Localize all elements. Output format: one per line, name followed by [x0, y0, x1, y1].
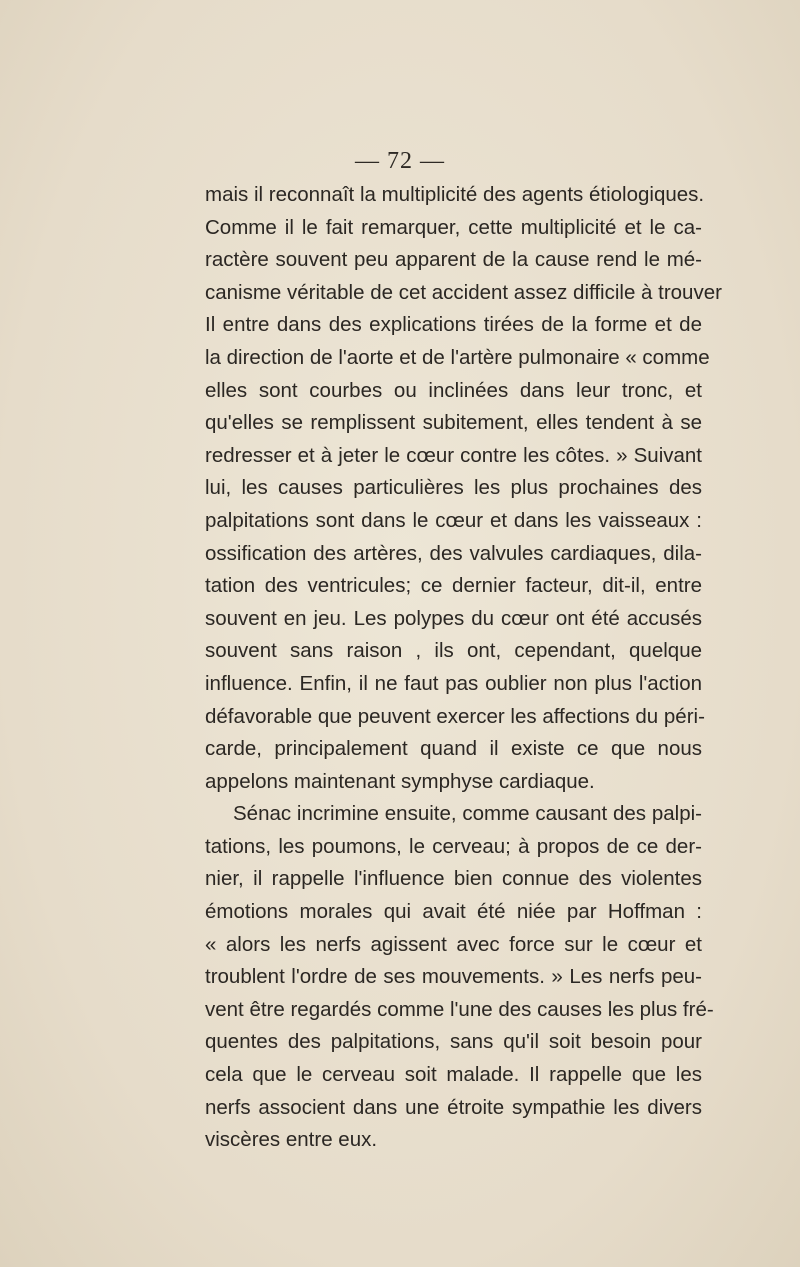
text-line: palpitations sont dans le cœur et dans les vaisseaux : — [205, 508, 702, 532]
text-line: la direction de l'aorte et de l'artère pulmonaire « comme — [205, 345, 710, 369]
paragraph-end-line: viscères entre eux. — [205, 1128, 378, 1152]
text-line: Il entre dans des explications tirées de la forme et de — [205, 313, 702, 337]
text-line: défavorable que peuvent exercer les affections du péri- — [205, 704, 705, 728]
text-line: lui, les causes particulières les plus prochaines des — [205, 476, 702, 500]
text-line: ractère souvent peu apparent de la cause rend le mé- — [205, 248, 702, 272]
text-line: canisme véritable de cet accident assez difficile à trouver — [205, 280, 722, 304]
text-line: vent être regardés comme l'une des causes les plus fré- — [205, 997, 714, 1021]
text-line: influence. Enfin, il ne faut pas oublier non plus l'action — [205, 671, 702, 695]
text-line: ossification des artères, des valvules cardiaques, dila- — [205, 541, 702, 565]
text-line: « alors les nerfs agissent avec force sur le cœur et — [205, 932, 702, 956]
text-line: souvent en jeu. Les polypes du cœur ont été accusés — [205, 606, 702, 630]
text-line: redresser et à jeter le cœur contre les côtes. » Suivant — [205, 443, 702, 467]
text-line: quentes des palpitations, sans qu'il soit besoin pour — [205, 1030, 702, 1054]
text-line: carde, principalement quand il existe ce que nous — [205, 737, 702, 761]
page-number: — 72 — — [355, 148, 445, 174]
text-line: troublent l'ordre de ses mouvements. » Les nerfs peu- — [205, 965, 702, 989]
text-line: cela que le cerveau soit malade. Il rappelle que les — [205, 1063, 702, 1087]
text-line: souvent sans raison , ils ont, cependant, quelque — [205, 639, 702, 663]
text-line: elles sont courbes ou inclinées dans leur tronc, et — [205, 378, 702, 402]
text-line: nerfs associent dans une étroite sympathie les divers — [205, 1095, 702, 1119]
text-line: nier, il rappelle l'influence bien connue des violentes — [205, 867, 702, 891]
text-line: émotions morales qui avait été niée par Hoffman : — [205, 900, 702, 924]
body-text — [205, 179, 722, 1157]
text-line: mais il reconnaît la multiplicité des agents étiologiques. — [205, 183, 705, 206]
text-line: tation des ventricules; ce dernier facteur, dit-il, entre — [205, 574, 702, 598]
paragraph-end-line: appelons maintenant symphyse cardiaque. — [205, 769, 595, 793]
text-line: Comme il le fait remarquer, cette multiplicité et le ca- — [205, 215, 702, 239]
text-line: qu'elles se remplissent subitement, elles tendent à se — [205, 411, 702, 435]
text-line: tations, les poumons, le cerveau; à propos de ce der- — [205, 834, 702, 858]
paragraph-start-line: Sénac incrimine ensuite, comme causant des palpi- — [233, 802, 702, 826]
